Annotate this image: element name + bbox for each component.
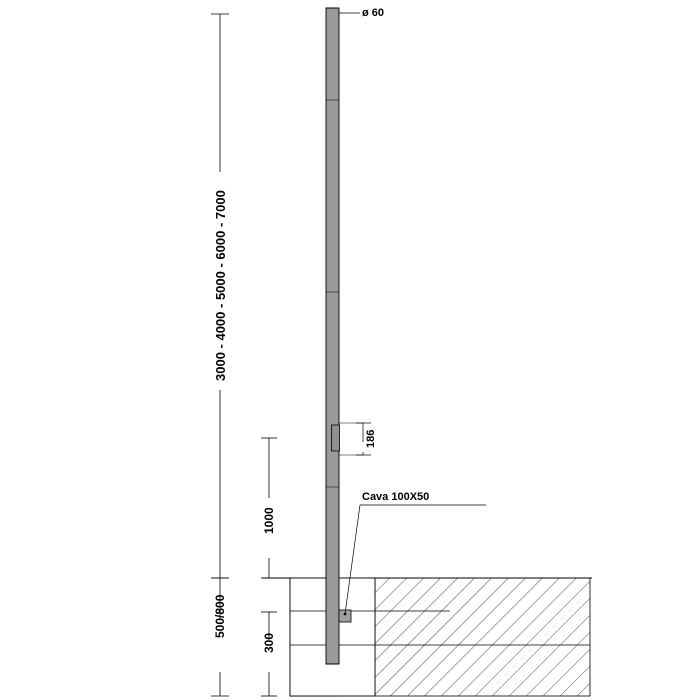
diameter-label: ø 60 [362,7,385,19]
door-height-dimension-label: 186 [365,429,377,448]
pole-shaft [326,8,339,664]
foundation-depth-dimension-label: 500/800 [213,594,227,638]
cava-note-label: Cava 100X50 [362,491,430,503]
heights-dimension-label: 3000 - 4000 - 5000 - 6000 - 7000 [213,190,228,381]
inspection-door [332,425,340,451]
embedment-dimension-label: 300 [262,632,276,653]
above-ground-dimension-label: 1000 [262,507,276,534]
soil-hatch-right [375,578,590,696]
dimension-300 [261,612,277,696]
